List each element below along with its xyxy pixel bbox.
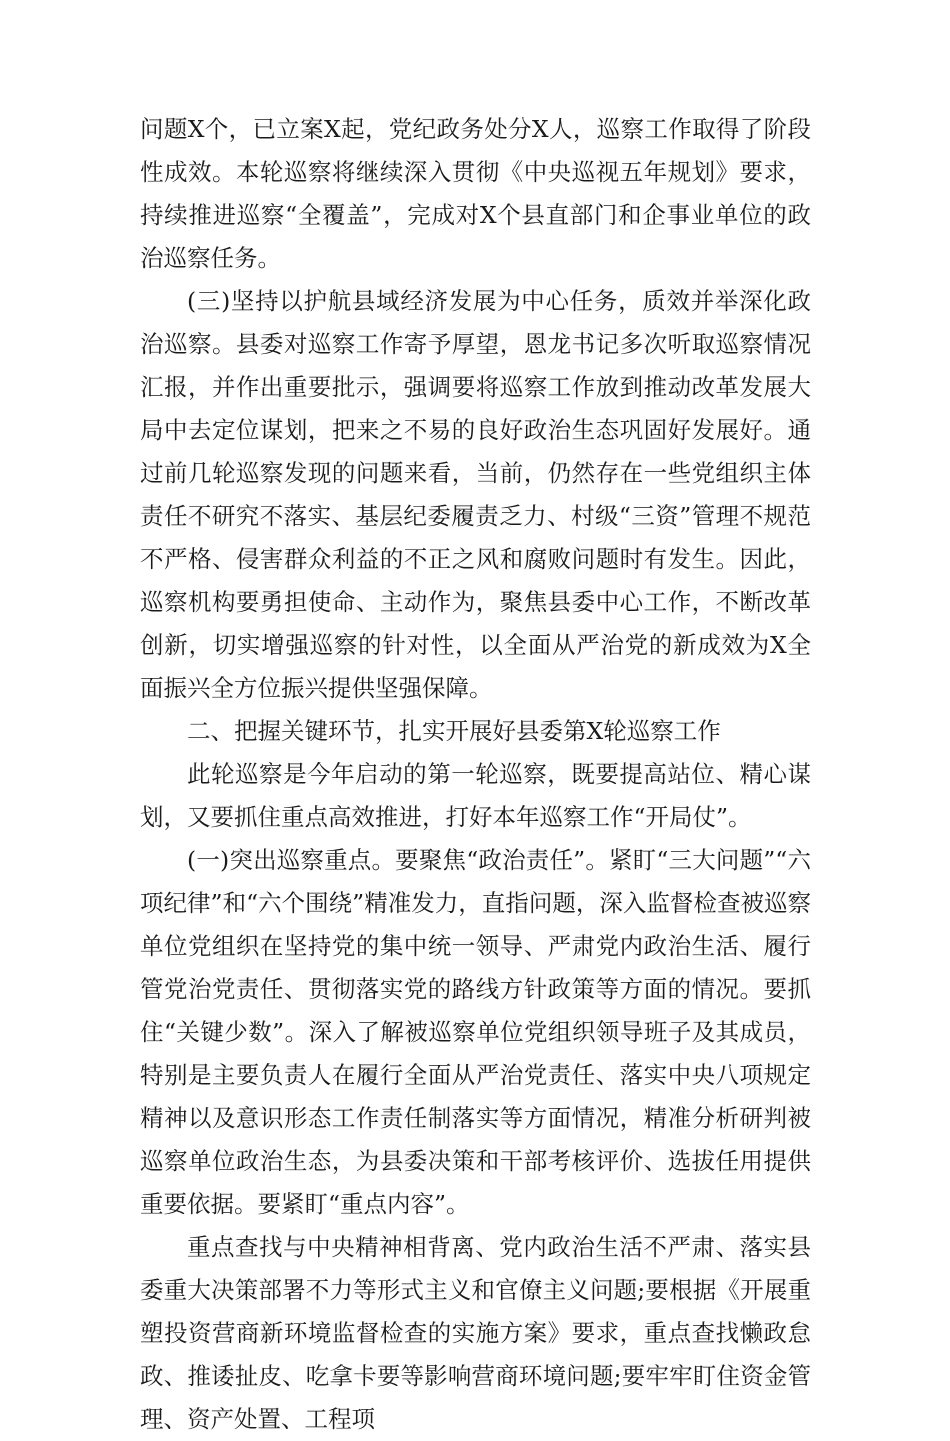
paragraph-5: 重点查找与中央精神相背离、党内政治生活不严肃、落实县委重大决策部署不力等形式主义和官僚主义问题;要根据《开展重塑投资营商新环境监督检查的实施方案》要求，重点查找懒政怠政、推诿扯皮、吃拿卡要等影响营商环境问题;要牢牢盯住资金管理、资产处置、工程项: [140, 1233, 811, 1433]
paragraph-2: (三)坚持以护航县域经济发展为中心任务，质效并举深化政治巡察。县委对巡察工作寄予厚望，恩龙书记多次听取巡察情况汇报，并作出重要批示，强调要将巡察工作放到推动改革发展大局中去定位谋划，把来之不易的良好政治生态巩固好发展好。通过前几轮巡察发现的问题来看，当前，仍然存在一些党组织主体责任不研究不落实、基层纪委履责乏力、村级“三资”管理不规范不严格、侵害群众利益的不正之风和腐败问题时有发生。因此，巡察机构要勇担使命、主动作为，聚焦县委中心工作，不断改革创新，切实增强巡察的针对性，以全面从严治党的新成效为X全面振兴全方位振兴提供坚强保障。: [140, 287, 811, 702]
section-heading-2: 二、把握关键环节，扎实开展好县委第X轮巡察工作: [187, 717, 721, 745]
document-body: [140, 108, 811, 1441]
paragraph-1: 问题X个，已立案X起，党纪政务处分X人，巡察工作取得了阶段性成效。本轮巡察将继续深入贯彻《中央巡视五年规划》要求，持续推进巡察“全覆盖”，完成对X个县直部门和企事业单位的政治巡察任务。: [140, 115, 811, 272]
paragraph-4: (一)突出巡察重点。要聚焦“政治责任”。紧盯“三大问题”“六项纪律”和“六个围绕”精准发力，直指问题，深入监督检查被巡察单位党组织在坚持党的集中统一领导、严肃党内政治生活、履行管党治党责任、贯彻落实党的路线方针政策等方面的情况。要抓住“关键少数”。深入了解被巡察单位党组织领导班子及其成员，特别是主要负责人在履行全面从严治党责任、落实中央八项规定精神以及意识形态工作责任制落实等方面情况，精准分析研判被巡察单位政治生态，为县委决策和干部考核评价、选拔任用提供重要依据。要紧盯“重点内容”。: [140, 846, 811, 1218]
paragraph-3: 此轮巡察是今年启动的第一轮巡察，既要提高站位、精心谋划，又要抓住重点高效推进，打好本年巡察工作“开局仗”。: [140, 760, 811, 831]
